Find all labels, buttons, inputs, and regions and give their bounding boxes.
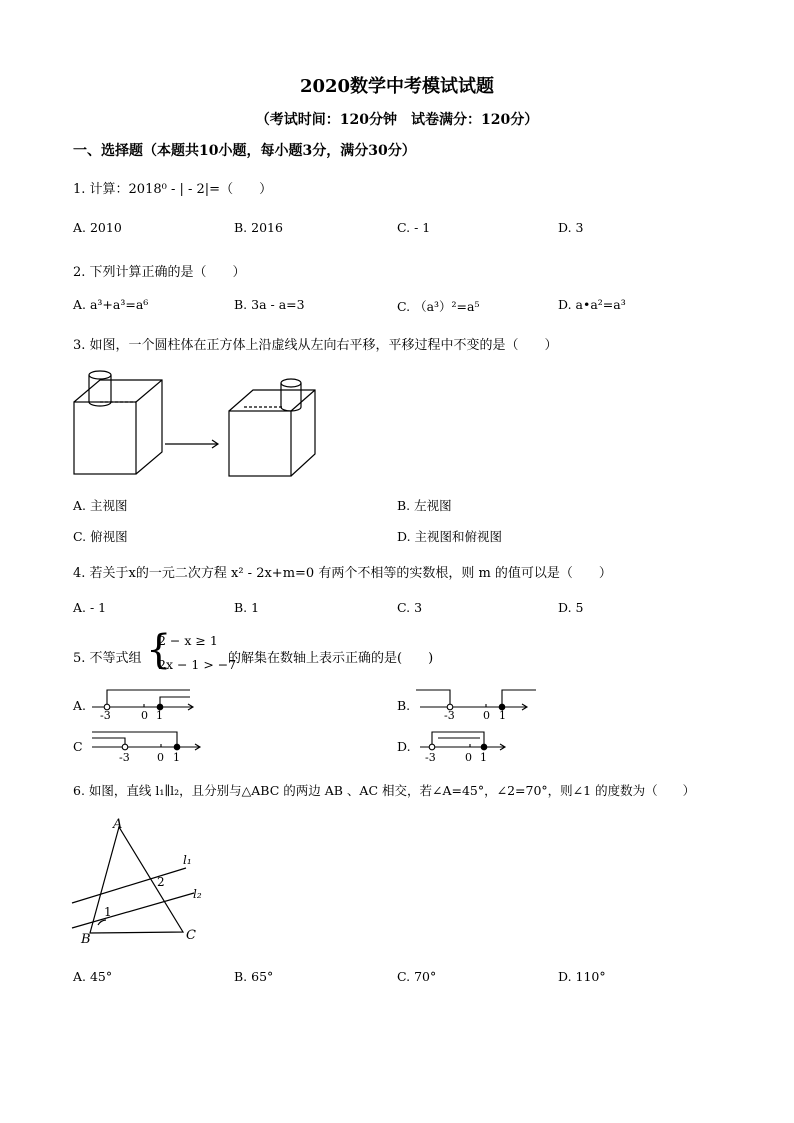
section-heading: 一、选择题（本题共10小题，每小题3分，满分30分） [73, 143, 416, 159]
q2-option-b: B. 3a - a=3 [234, 297, 305, 312]
question-4: 4. 若关于x的一元二次方程 x² - 2x+m=0 有两个不相等的实数根，则 m 的值可以是（ ） [73, 566, 612, 581]
tick-label: 1 [173, 751, 180, 764]
exam-info: （考试时间：120分钟 试卷满分：120分） [255, 112, 539, 128]
q6-option-c: C. 70° [397, 969, 437, 984]
question-1: 1. 计算：2018⁰ - | - 2|=（ ） [73, 182, 273, 197]
line-l2-label: l₂ [193, 887, 202, 901]
q5-option-a-label: A. [73, 698, 87, 713]
q1-option-a: A. 2010 [73, 220, 122, 235]
tick-label: -3 [100, 709, 111, 722]
tick-label: 0 [157, 751, 164, 764]
q5-option-d-label: D. [397, 739, 411, 754]
q4-option-b: B. 1 [234, 600, 260, 615]
tick-label: 0 [465, 751, 472, 764]
q4-option-a: A. - 1 [73, 600, 107, 615]
q5-option-c-label: C [73, 739, 83, 754]
tick-label: 1 [480, 751, 487, 764]
tick-label: 1 [156, 709, 163, 722]
tick-label: 0 [141, 709, 148, 722]
tick-label: 0 [483, 709, 490, 722]
q2-option-d: D. a•a²=a³ [558, 297, 626, 312]
vertex-a-label: A [113, 817, 123, 832]
q4-option-d: D. 5 [558, 600, 584, 615]
number-line-b [412, 685, 542, 721]
question-5-prefix: 5. 不等式组 [73, 651, 142, 666]
q3-option-d: D. 主视图和俯视图 [397, 529, 503, 544]
inequality-1: 2 − x ≥ 1 [158, 633, 218, 648]
q6-option-a: A. 45° [73, 969, 113, 984]
question-6: 6. 如图，直线 l₁∥l₂，且分别与△ABC 的两边 AB 、AC 相交，若∠A=45°，∠2=70°，则∠1 的度数为（ ） [73, 783, 696, 798]
q3-option-a: A. 主视图 [73, 498, 128, 513]
tick-label: -3 [425, 751, 436, 764]
q2-option-c: C. （a³）²=a⁵ [397, 299, 480, 314]
q5-option-b-label: B. [397, 698, 411, 713]
q6-option-b: B. 65° [234, 969, 274, 984]
q1-option-b: B. 2016 [234, 220, 283, 235]
question-2: 2. 下列计算正确的是（ ） [73, 265, 246, 280]
question-5-suffix: 的解集在数轴上表示正确的是( ) [228, 651, 434, 666]
vertex-b-label: B [81, 932, 91, 947]
angle-2-label: 2 [157, 875, 165, 889]
q3-option-c: C. 俯视图 [73, 529, 128, 544]
number-line-c [88, 727, 208, 763]
tick-label: -3 [444, 709, 455, 722]
question-3: 3. 如图，一个圆柱体在正方体上沿虚线从左向右平移，平移过程中不变的是（ ） [73, 338, 558, 353]
q4-option-c: C. 3 [397, 600, 423, 615]
q3-option-b: B. 左视图 [397, 498, 452, 513]
q2-option-a: A. a³+a³=a⁶ [73, 297, 149, 312]
cube-cylinder-figure [70, 365, 330, 480]
q1-option-c: C. - 1 [397, 220, 431, 235]
q6-option-d: D. 110° [558, 969, 606, 984]
q1-option-d: D. 3 [558, 220, 584, 235]
tick-label: 1 [499, 709, 506, 722]
inequality-2: 2x − 1 > −7 [158, 657, 237, 672]
triangle-parallel-lines-figure [70, 815, 220, 950]
angle-1-label: 1 [104, 905, 112, 919]
brace-symbol: { [146, 627, 172, 673]
vertex-c-label: C [186, 928, 196, 943]
page-title: 2020数学中考模试试题 [299, 76, 495, 97]
line-l1-label: l₁ [183, 853, 192, 867]
tick-label: -3 [119, 751, 130, 764]
